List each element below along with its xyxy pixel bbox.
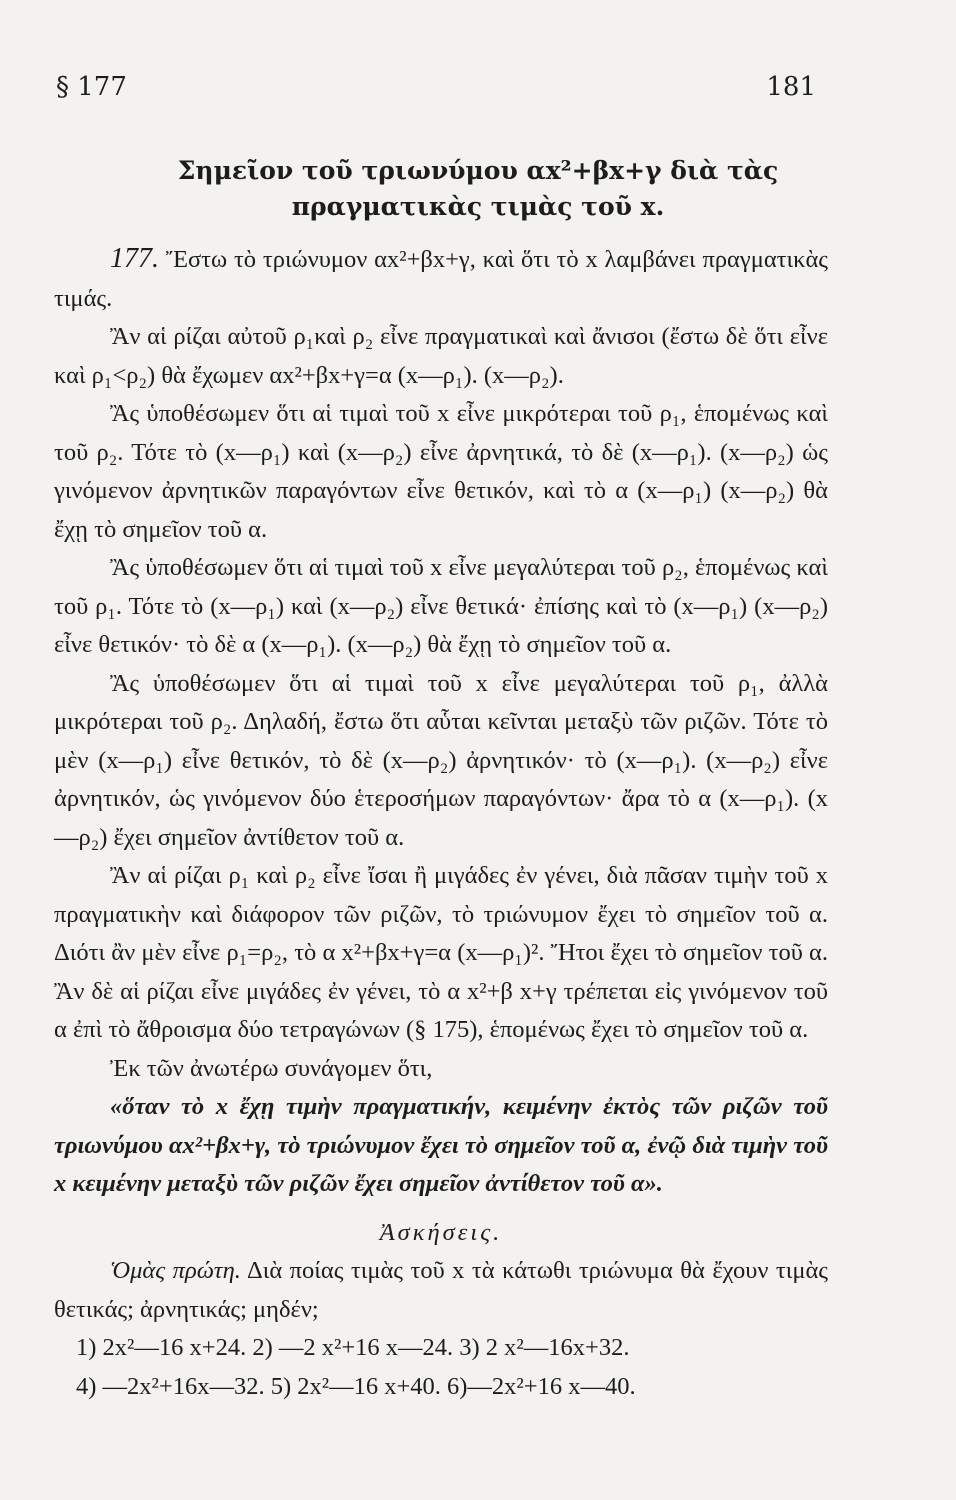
title-line-2: πραγματικὰς τιμὰς τοῦ x. [291, 192, 665, 221]
section-reference: § 177 [56, 72, 127, 102]
exercise-row: 4) —2x²+16x—32. 5) 2x²—16 x+40. 6)—2x²+16 x—40. [76, 1372, 636, 1400]
section-title [0, 153, 956, 225]
conclusion-statement: «ὅταν τὸ x ἔχῃ τιμὴν πραγματικήν, κειμένην ἐκτὸς τῶν ριζῶν τοῦ τριωνύμου αx²+βx+γ, τὸ τριώνυμον ἔχει τὸ σημεῖον τοῦ α, ἐνῷ διὰ τιμὴν τοῦ x κειμένην μεταξὺ τῶν ριζῶν ἔχει σημεῖον ἀντίθετον τοῦ α». [54, 1093, 828, 1197]
paragraph: Ἂς ὑποθέσωμεν ὅτι αἱ τιμαὶ τοῦ x εἶνε μικρότεραι τοῦ ρ₁, ἑπομένως καὶ τοῦ ρ₂. Τότε τὸ (x—ρ₁) καὶ (x—ρ₂) εἶνε ἀρνητικά, τὸ δὲ (x—ρ₁). (x—ρ₂) ὡς γινόμενον ἀρνητικῶν παραγόντων εἶνε θετικόν, καὶ τὸ α (x—ρ₁) (x—ρ₂) θὰ ἔχῃ τὸ σημεῖον τοῦ α. [54, 400, 828, 543]
paragraph: Ἂς ὑποθέσωμεν ὅτι αἱ τιμαὶ τοῦ x εἶνε μεγαλύτεραι τοῦ ρ₁, ἀλλὰ μικρότεραι τοῦ ρ₂. Δηλαδή, ἔστω ὅτι αὗται κεῖνται μεταξὺ τῶν ριζῶν. Τότε τὸ μὲν (x—ρ₁) εἶνε θετικόν, τὸ δὲ (x—ρ₂) ἀρνητικόν· τὸ (x—ρ₁). (x—ρ₂) εἶνε ἀρνητικόν, ὡς γινόμενον δύο ἑτεροσήμων παραγόντων· ἄρα τὸ α (x—ρ₁). (x—ρ₂) ἔχει σημεῖον ἀντίθετον τοῦ α. [54, 669, 828, 851]
exercises-heading: Ἀσκήσεις. [379, 1218, 503, 1246]
exercise-row: 1) 2x²—16 x+24. 2) —2 x²+16 x—24. 3) 2 x²—16x+32. [76, 1334, 630, 1361]
title-line-1: Σημεῖον τοῦ τριωνύμου αx²+βx+γ διὰ τὰς [177, 156, 779, 185]
exercise-question: Ὁμὰς πρώτη. Διὰ ποίας τιμὰς τοῦ x τὰ κάτωθι τριώνυμα θὰ ἔχουν τιμὰς θετικάς; ἀρνητικάς; μηδέν; [54, 1257, 828, 1323]
paragraph: Ἂν αἱ ρίζαι ρ₁ καὶ ρ₂ εἶνε ἴσαι ἢ μιγάδες ἐν γένει, διὰ πᾶσαν τιμὴν τοῦ x πραγματικὴν καὶ διάφορον τῶν ριζῶν, τὸ τριώνυμον ἔχει τὸ σημεῖον τοῦ α. Διότι ἂν μὲν εἶνε ρ₁=ρ₂, τὸ α x²+βx+γ=α (x—ρ₁)². Ἤτοι ἔχει τὸ σημεῖον τοῦ α. Ἂν δὲ αἱ ρίζαι εἶνε μιγάδες ἐν γένει, τὸ α x²+β x+γ τρέπεται εἰς γινόμενον τοῦ α ἐπὶ τὸ ἄθροισμα δύο τετραγώνων (§ 175), ἑπομένως ἔχει τὸ σημεῖον τοῦ α. [54, 862, 828, 1043]
section-number: 177. [110, 243, 159, 274]
paragraph: Ἐκ τῶν ἀνωτέρω συνάγομεν ὅτι, [110, 1054, 433, 1082]
body-text [54, 240, 828, 1406]
group-label: Ὁμὰς πρώτη. [110, 1257, 241, 1284]
page-number: 181 [766, 72, 816, 102]
paragraph-intro: 177. Ἔστω τὸ τριώνυμον αx²+βx+γ, καὶ ὅτι τὸ x λαμβάνει πραγματικὰς τιμάς. [54, 243, 828, 312]
paragraph: Ἂν αἱ ρίζαι αὐτοῦ ρ₁καὶ ρ₂ εἶνε πραγματικαὶ καὶ ἄνισοι (ἔστω δὲ ὅτι εἶνε καὶ ρ₁<ρ₂) θὰ ἔχωμεν αx²+βx+γ=α (x—ρ₁). (x—ρ₂). [54, 323, 828, 389]
paragraph: Ἂς ὑποθέσωμεν ὅτι αἱ τιμαὶ τοῦ x εἶνε μεγαλύτεραι τοῦ ρ₂, ἑπομένως καὶ τοῦ ρ₁. Τότε τὸ (x—ρ₁) καὶ (x—ρ₂) εἶνε θετικά· ἐπίσης καὶ τὸ (x—ρ₁) (x—ρ₂) εἶνε θετικόν· τὸ δὲ α (x—ρ₁). (x—ρ₂) θὰ ἔχῃ τὸ σημεῖον τοῦ α. [54, 554, 828, 658]
exercise-list [54, 1329, 828, 1406]
